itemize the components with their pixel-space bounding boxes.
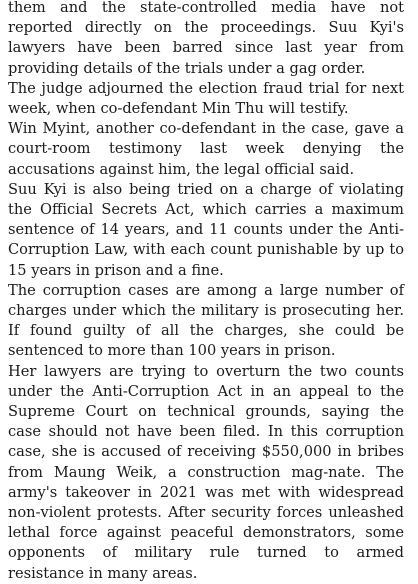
article-paragraph: The corruption cases are among a large number of charges under which the military is prosecuting her. If found guilty of all the charges, she could be sentenced to more than 100 years in prison. — [8, 281, 404, 360]
article-paragraph: Win Myint, another co-defendant in the case, gave a court-room testimony last week denying the accusations against him, the legal official said. — [8, 120, 404, 178]
article-paragraph: Suu Kyi is also being tried on a charge of violating the Official Secrets Act, which carries a maximum sentence of 14 years, and 11 counts under the Anti-Corruption Law, with each count punishable by up to 15 years in prison and a fine. — [8, 180, 404, 279]
article-paragraph: Her lawyers are trying to overturn the two counts under the Anti-Corruption Act in an appeal to the Supreme Court on technical grounds, saying the case should not have been filed. In this corruption case, she is accused of receiving $550,000 in bribes from Maung Weik, a construction mag-nate. The army's takeover in 2021 was met with widespread non-violent protests. After security forces unleashed lethal force against peaceful demonstrators, some opponents of military rule turned to armed resistance in many areas. — [8, 362, 404, 582]
article-paragraph: The judge adjourned the election fraud trial for next week, when co-defendant Min Thu will testify. — [8, 79, 404, 118]
article-body — [8, 0, 404, 584]
article-paragraph: them and the state-controlled media have not reported directly on the proceedings. Suu Kyi's lawyers have been barred since last year from providing details of the trials under a gag order. — [8, 0, 404, 77]
